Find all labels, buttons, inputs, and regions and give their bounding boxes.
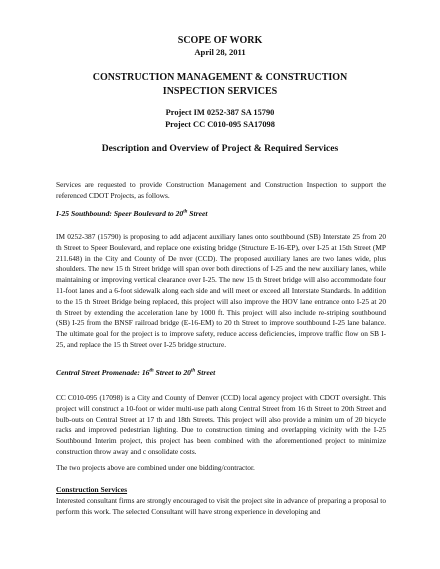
section2-heading-text-b: Street to 20 <box>153 368 191 377</box>
section2-heading-sup2: th <box>190 368 196 374</box>
section1-heading-text-a: I-25 Southbound: Speer Boulevard to 20 <box>56 209 184 218</box>
construction-services-paragraph: Interested consultant firms are strongly encouraged to visit the project site in advance of preparing a proposal to perform this work. The selected Consultant will have strong experience in developing and <box>56 496 386 516</box>
document-title: SCOPE OF WORK <box>177 35 263 46</box>
section2-heading-text-a: Central Street Promenade: 16 <box>56 368 150 377</box>
combined-paragraph: The two projects above are combined under one bidding/contractor. <box>56 463 255 472</box>
services-heading-line2: INSPECTION SERVICES <box>162 86 278 97</box>
section2-heading-sup1: th <box>149 368 154 374</box>
section1-paragraph: IM 0252-387 (15790) is proposing to add adjacent auxiliary lanes onto southbound (SB) Interstate 25 from 20 th Street to Speer Boulevard, and replace one existing bridge (Structure E-16-EP), over I-25 at 15th Street (MP 211.648) in the City and County of De nver (CCD). The proposed auxiliary lanes are two lanes wide, plus shoulders. The new 15 th Street bridge will span over both directions of I-25 and the new auxiliary lanes, while maintaining or improving vertical clearance over I-25. The new 15 th Street bridge will also accommodate four 11-foot lanes and a 6-foot sidewalk along each side and will meet or exceed all Interstate Standards. In addition to the 15 th Street Bridge being replaced, this project will also improve the HOV lane entrance onto I-25 at 20 th Street by extending the acceleration lane by 1000 ft. This project will also include re-striping southbound (SB) I-25 from the BNSF railroad bridge (E-16-EM) to 20 th Street to improve southbound I-25 lane balance. The ultimate goal for the project is to improve safety, reduce access deficiencies, improve traffic flow on SB I-25, and replace the 15 th Street over I-25 bridge structure. <box>56 232 386 349</box>
overview-heading: Description and Overview of Project & Required Services <box>101 143 339 154</box>
section2-paragraph: CC C010-095 (17098) is a City and County of Denver (CCD) local agency project with CDOT oversight. This project will construct a 10-foot or wider multi-use path along Central Street from 16 th Street to 20th Street and bulb-outs on Central Street at 17 th and 18th Streets. This project will also provide a minim um of 20 bicycle racks and improved pedestrian lighting. Due to construction timing and overlapping vicinity with the I-25 Southbound Interim project, this project has been combined with the aforementioned project to minimize construction throw away and c onsolidate costs. <box>56 393 386 456</box>
document-date: April 28, 2011 <box>194 47 246 57</box>
section2-heading-text-c: Street <box>195 368 216 377</box>
section2-heading <box>56 368 215 377</box>
services-heading-line1: CONSTRUCTION MANAGEMENT & CONSTRUCTION <box>92 72 348 83</box>
intro-paragraph: Services are requested to provide Construction Management and Construction Inspection to support the referenced CDOT Projects, as follows. <box>56 180 386 200</box>
project-number-2: Project CC C010-095 SA17098 <box>165 120 275 129</box>
project-number-1: Project IM 0252-387 SA 15790 <box>165 108 275 117</box>
section1-heading <box>56 209 207 218</box>
construction-services-heading: Construction Services <box>56 485 128 494</box>
section1-heading-text-b: Street <box>187 209 208 218</box>
section1-heading-sup: th <box>183 209 188 215</box>
services-heading <box>0 71 440 99</box>
project-numbers <box>0 107 440 131</box>
